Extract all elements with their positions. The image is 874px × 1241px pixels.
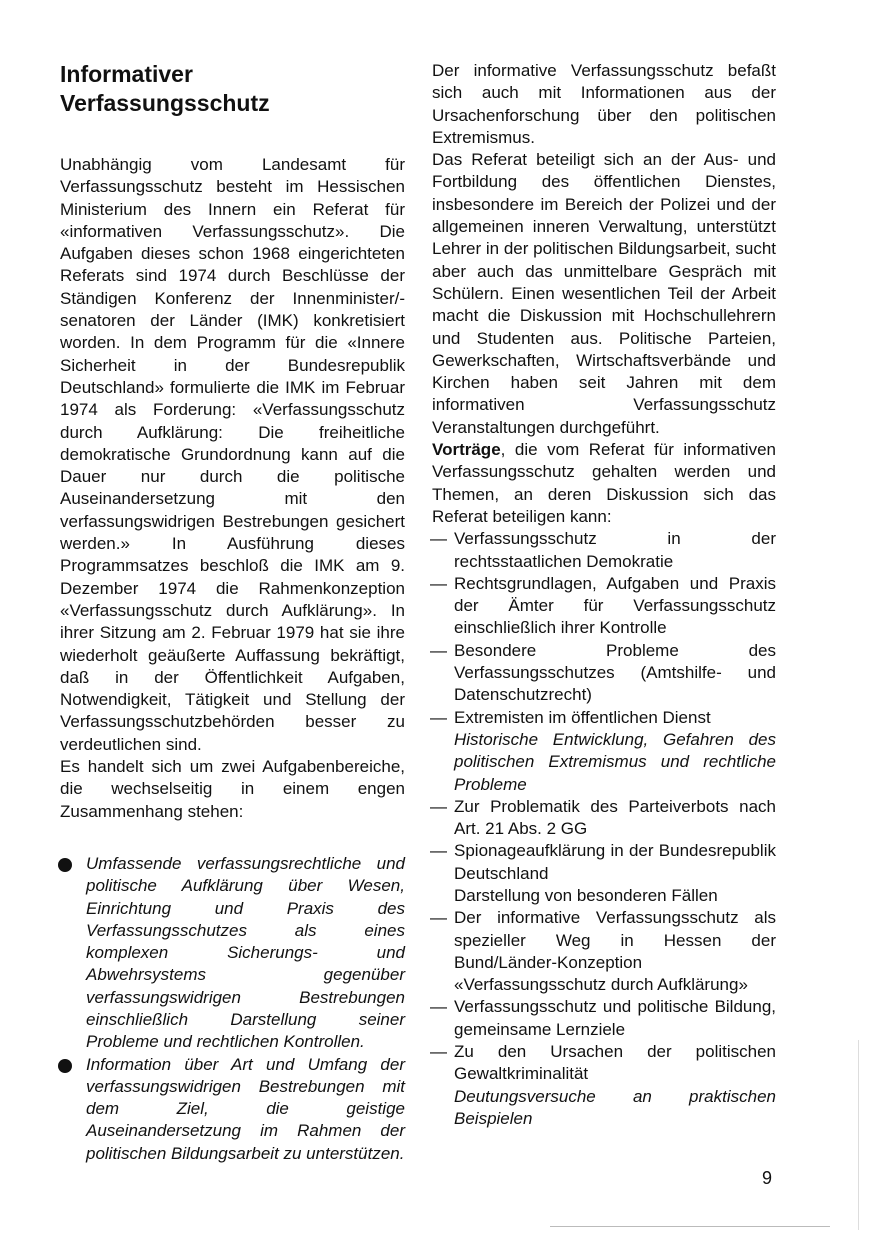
bullet-dot-icon xyxy=(58,1059,72,1073)
training-paragraph: Das Referat beteiligt sich an der Aus- und Fortbildung des öffentlichen Dienstes, insbesondere im Bereich der Polizei und der allgemeinen inneren Verwaltung, unterstützt Lehrer in der politischen Bildungsarbeit, sucht aber auch das unmittelbare Gespräch mit Schülern. Einen wesentlichen Teil der Arbeit macht die Diskussion mit Hochschullehrern und Studenten aus. Politische Parteien, Gewerkschaften, Wirtschaftsverbände und Kirchen haben seit Jahren mit dem informativen Verfassungsschutz Veranstaltungen durchgeführt. xyxy=(432,150,776,437)
lectures-label: Vorträge xyxy=(432,440,501,460)
topic-item xyxy=(432,796,776,841)
title-line-1: Informativer xyxy=(60,61,193,87)
topic-text: Besondere Probleme des Verfassungsschutzes (Amtshilfe- und Datenschutzrecht) xyxy=(454,640,776,705)
dash-marker: — xyxy=(430,908,447,928)
topic-text: Spionageaufklärung in der Bundesrepublik Deutschland xyxy=(454,841,776,883)
topic-item xyxy=(432,573,776,640)
topic-subtitle: Deutungsversuche an praktischen Beispielen xyxy=(454,1086,776,1128)
topic-item xyxy=(432,840,776,907)
scan-artifact-line xyxy=(550,1226,830,1227)
bullet-text: Information über Art und Umfang der verfassungswidrigen Bestrebungen mit dem Ziel, die geistige Auseinandersetzung im Rahmen der politischen Bildungsarbeit zu unterstützen. xyxy=(86,1054,405,1163)
tasks-paragraph: Es handelt sich um zwei Aufgabenbereiche, die wechselseitig in einem engen Zusammenhang stehen: xyxy=(60,757,405,821)
page-title xyxy=(60,60,405,118)
right-column xyxy=(432,60,776,1130)
bullet-item xyxy=(60,853,405,1054)
task-bullet-list xyxy=(60,853,405,1165)
topic-text: Verfassungsschutz in der rechtsstaatlichen Demokratie xyxy=(454,529,776,571)
left-column xyxy=(60,60,405,1165)
topic-item xyxy=(432,640,776,707)
topic-text: Verfassungsschutz und politische Bildung, gemeinsame Lernziele xyxy=(454,997,776,1039)
dash-marker: — xyxy=(430,529,447,549)
topic-subtitle: Historische Entwicklung, Gefahren des politischen Extremismus und rechtliche Probleme xyxy=(454,729,776,794)
dash-marker: — xyxy=(430,640,447,660)
bullet-dot-icon xyxy=(58,858,72,872)
scan-artifact-edge xyxy=(858,1040,859,1230)
dash-marker: — xyxy=(430,573,447,593)
topic-text: Der informative Verfassungsschutz als spezieller Weg in Hessen der Bund/Länder-Konzeption «Verfassungsschutz durch Aufklärung» xyxy=(454,908,776,995)
title-line-2: Verfassungsschutz xyxy=(60,90,270,116)
lectures-intro xyxy=(432,439,776,528)
topic-text: Zur Problematik des Parteiverbots nach Art. 21 Abs. 2 GG xyxy=(454,796,776,839)
topic-item xyxy=(432,707,776,796)
page-number: 9 xyxy=(762,1168,773,1188)
topic-text: Extremisten im öffentlichen Dienst xyxy=(454,707,711,727)
bullet-item xyxy=(60,1054,405,1165)
bullet-text: Umfassende verfassungsrechtliche und politische Aufklärung über Wesen, Einrichtung und Praxis des Verfassungsschutzes als eines komplexen Sicherungs- und Abwehrsystems gegenüber verfassungswidrigen Bestrebungen einschließlich Darstellung seiner Probleme und rechtlichen Kontrollen. xyxy=(86,853,405,1052)
research-paragraph: Der informative Verfassungsschutz befaßt sich auch mit Informationen aus der Ursachenforschung über den politischen Extremismus. xyxy=(432,61,776,147)
topic-item xyxy=(432,1041,776,1130)
dash-marker: — xyxy=(430,796,447,816)
topic-text: Rechtsgrundlagen, Aufgaben und Praxis der Ämter für Verfassungsschutz einschließlich ihrer Kontrolle xyxy=(454,573,776,638)
topic-item xyxy=(432,907,776,996)
dash-marker: — xyxy=(430,841,447,861)
topic-item xyxy=(432,996,776,1041)
lecture-topic-list xyxy=(432,528,776,1130)
dash-marker: — xyxy=(430,707,447,727)
dash-marker: — xyxy=(430,1042,447,1062)
dash-marker: — xyxy=(430,997,447,1017)
intro-paragraph: Unabhängig vom Landesamt für Verfassungsschutz besteht im Hessischen Ministerium des Innern ein Referat für «informativen Verfassungsschutz». Die Aufgaben dieses schon 1968 eingerichteten Referats sind 1974 durch Beschlüsse der Ständigen Konferenz der Innenminister/-senatoren der Länder (IMK) konkretisiert worden. In dem Programm für die «Innere Sicherheit in der Bundesrepublik Deutschland» formulierte die IMK im Februar 1974 als Forderung: «Verfassungsschutz durch Aufklärung: Die freiheitliche demokratische Grundordnung kann auf die Dauer nur durch die politische Auseinandersetzung mit den verfassungswidrigen Bestrebungen gesichert werden.» In Ausführung dieses Programmsatzes beschloß die IMK am 9. Dezember 1974 die Rahmenkonzeption «Verfassungsschutz durch Aufklärung». In ihrer Sitzung am 2. Februar 1979 hat sie ihre wiederholt geäußerte Auffassung bekräftigt, daß in der Öffentlichkeit Aufgaben, Notwendigkeit, Tätigkeit und Stellung der Verfassungsschutzbehörden besser zu verdeutlichen sind. xyxy=(60,155,405,754)
lectures-intro-text: , die vom Referat für informativen Verfassungsschutz gehalten werden und Themen, an deren Diskussion sich das Referat beteiligen kann: xyxy=(432,440,776,526)
topic-text: Zu den Ursachen der politischen Gewaltkriminalität xyxy=(454,1042,776,1084)
topic-item xyxy=(432,528,776,573)
topic-extra: Darstellung von besonderen Fällen xyxy=(454,885,718,905)
